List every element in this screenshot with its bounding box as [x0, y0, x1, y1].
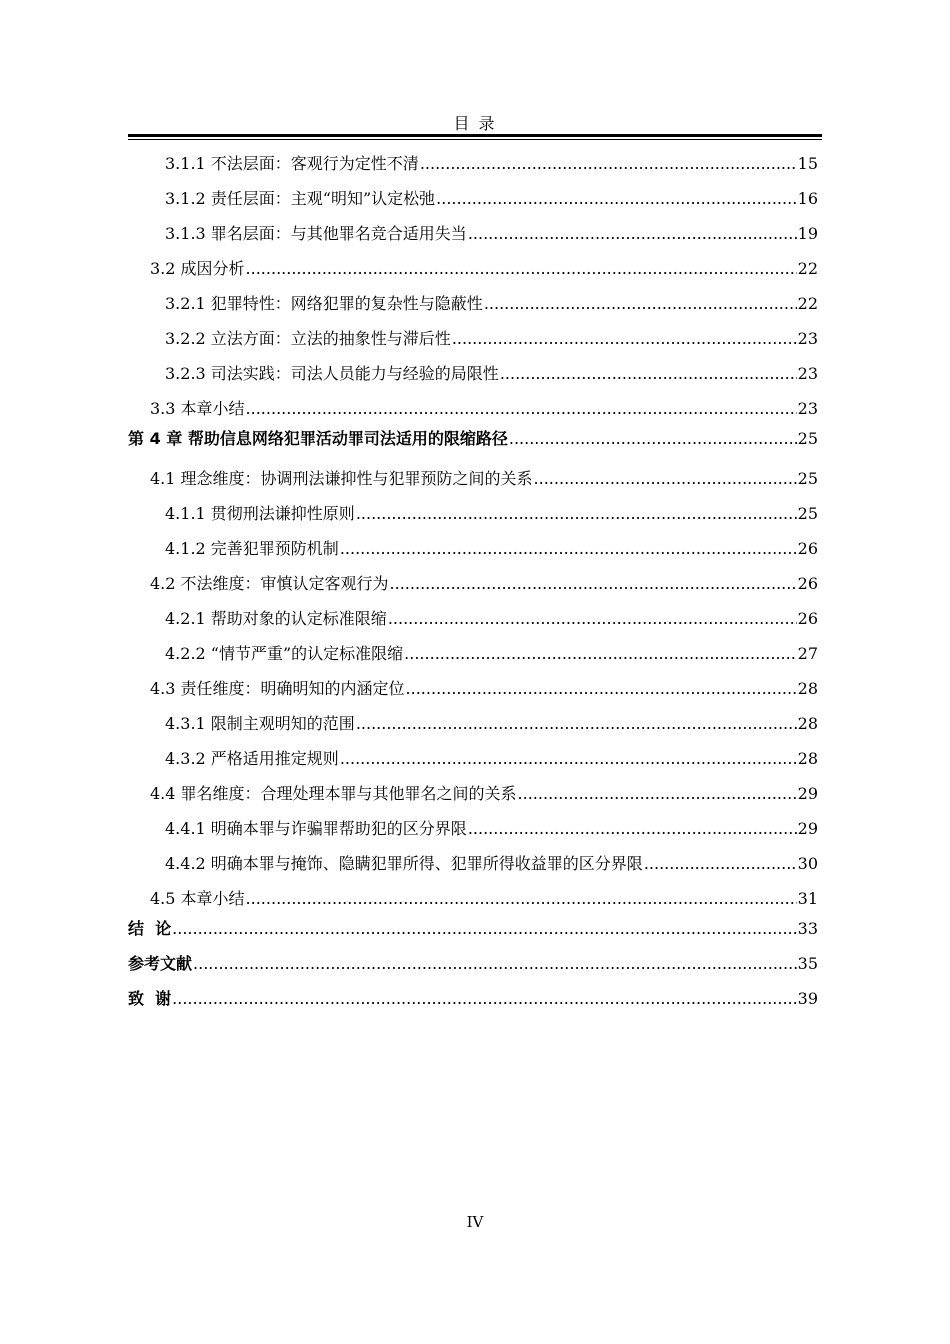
toc-entry-title: 4.5 本章小结 [150, 889, 245, 908]
toc-entry[interactable] [165, 642, 818, 666]
page-header-title: 目 录 [453, 114, 497, 133]
toc-entry[interactable] [128, 427, 818, 451]
toc-entry-title: 4.4.1 明确本罪与诈骗罪帮助犯的区分界限 [165, 819, 467, 838]
toc-dot-leader [172, 987, 796, 1011]
toc-entry[interactable] [165, 502, 818, 526]
toc-entry[interactable] [165, 222, 818, 246]
page-number: IV [466, 1213, 484, 1231]
toc-dot-leader [452, 327, 797, 351]
toc-dot-leader [406, 677, 797, 701]
toc-entry-title: 参考文献 [128, 954, 193, 973]
toc-dot-leader [356, 502, 797, 526]
toc-entry-title: 4.4 罪名维度：合理处理本罪与其他罪名之间的关系 [150, 784, 517, 803]
toc-entry[interactable] [165, 747, 818, 771]
toc-entry-page: 23 [797, 399, 818, 418]
toc-entry-page: 23 [797, 364, 818, 383]
toc-entry[interactable] [165, 327, 818, 351]
toc-entry-title: 4.2.2 “情节严重”的认定标准限缩 [165, 644, 404, 663]
toc-entry-title: 4.1.1 贯彻刑法谦抑性原则 [165, 504, 355, 523]
toc-dot-leader [484, 292, 797, 316]
toc-dot-leader [404, 642, 796, 666]
toc-entry-title: 第 4 章 帮助信息网络犯罪活动罪司法适用的限缩路径 [128, 429, 508, 448]
toc-dot-leader [390, 572, 797, 596]
toc-entry[interactable] [150, 887, 818, 911]
toc-entry-title: 3.3 本章小结 [150, 399, 245, 418]
toc-entry[interactable] [165, 537, 818, 561]
toc-entry-page: 16 [797, 189, 818, 208]
toc-entry[interactable] [165, 817, 818, 841]
toc-dot-leader [246, 257, 797, 281]
toc-dot-leader [468, 222, 797, 246]
toc-dot-leader [340, 537, 797, 561]
toc-dot-leader [193, 952, 797, 976]
toc-entry[interactable] [128, 952, 818, 976]
toc-entry[interactable] [165, 362, 818, 386]
toc-entry-title: 3.2 成因分析 [150, 259, 245, 278]
toc-entry-title: 3.1.1 不法层面：客观行为定性不清 [165, 154, 419, 173]
toc-entry-title: 4.2.1 帮助对象的认定标准限缩 [165, 609, 387, 628]
toc-entry-page: 28 [797, 679, 818, 698]
toc-entry-page: 27 [797, 644, 818, 663]
toc-entry[interactable] [165, 187, 818, 211]
toc-dot-leader [518, 782, 797, 806]
toc-entry[interactable] [150, 467, 818, 491]
toc-entry-page: 30 [797, 854, 818, 873]
toc-dot-leader [356, 712, 797, 736]
toc-entry-page: 25 [797, 504, 818, 523]
toc-entry-title: 3.1.3 罪名层面：与其他罪名竞合适用失当 [165, 224, 467, 243]
toc-dot-leader [500, 362, 797, 386]
toc-entry-page: 28 [797, 714, 818, 733]
toc-entry[interactable] [150, 572, 818, 596]
toc-entry-page: 31 [797, 889, 818, 908]
toc-entry[interactable] [150, 397, 818, 421]
toc-entry-page: 26 [797, 539, 818, 558]
toc-dot-leader [509, 427, 797, 451]
toc-entry[interactable] [165, 292, 818, 316]
toc-entry[interactable] [165, 152, 818, 176]
toc-entry-page: 26 [797, 609, 818, 628]
toc-entry[interactable] [165, 852, 818, 876]
toc-entry-title: 4.3.1 限制主观明知的范围 [165, 714, 355, 733]
toc-entry[interactable] [150, 782, 818, 806]
toc-entry[interactable] [150, 257, 818, 281]
toc-entry-title: 3.2.2 立法方面：立法的抽象性与滞后性 [165, 329, 451, 348]
toc-dot-leader [534, 467, 797, 491]
toc-dot-leader [436, 187, 796, 211]
toc-entry-page: 33 [797, 919, 818, 938]
toc-entry-title: 4.3 责任维度：明确明知的内涵定位 [150, 679, 405, 698]
toc-entry-page: 29 [797, 819, 818, 838]
toc-entry-title: 4.4.2 明确本罪与掩饰、隐瞒犯罪所得、犯罪所得收益罪的区分界限 [165, 854, 643, 873]
toc-entry-page: 29 [797, 784, 818, 803]
toc-dot-leader [172, 917, 796, 941]
toc-entry-page: 22 [797, 259, 818, 278]
toc-entry-title: 3.2.3 司法实践：司法人员能力与经验的局限性 [165, 364, 499, 383]
toc-dot-leader [420, 152, 797, 176]
toc-dot-leader [388, 607, 797, 631]
toc-entry-title: 4.1 理念维度：协调刑法谦抑性与犯罪预防之间的关系 [150, 469, 533, 488]
toc-entry[interactable] [150, 677, 818, 701]
toc-entry-title: 4.3.2 严格适用推定规则 [165, 749, 339, 768]
toc-entry[interactable] [165, 712, 818, 736]
toc-entry-page: 15 [797, 154, 818, 173]
toc-entry-page: 19 [797, 224, 818, 243]
toc-entry-title: 结 论 [128, 919, 172, 938]
toc-entry-page: 22 [797, 294, 818, 313]
toc-dot-leader [246, 887, 797, 911]
toc-entry[interactable] [165, 607, 818, 631]
toc-entry-title: 3.2.1 犯罪特性：网络犯罪的复杂性与隐蔽性 [165, 294, 483, 313]
toc-entry-page: 35 [797, 954, 818, 973]
toc-entry-title: 3.1.2 责任层面：主观“明知”认定松弛 [165, 189, 436, 208]
toc-entry[interactable] [128, 917, 818, 941]
toc-entry-page: 25 [797, 469, 818, 488]
toc-dot-leader [340, 747, 797, 771]
toc-dot-leader [468, 817, 797, 841]
toc-entry-page: 26 [797, 574, 818, 593]
toc-entry-title: 4.1.2 完善犯罪预防机制 [165, 539, 339, 558]
toc-entry-page: 23 [797, 329, 818, 348]
toc-entry-title: 致 谢 [128, 989, 172, 1008]
toc-entry-title: 4.2 不法维度：审慎认定客观行为 [150, 574, 389, 593]
toc-dot-leader [644, 852, 797, 876]
toc-entry-page: 25 [797, 429, 818, 448]
toc-dot-leader [246, 397, 797, 421]
toc-entry-page: 28 [797, 749, 818, 768]
toc-entry[interactable] [128, 987, 818, 1011]
toc-entry-page: 39 [797, 989, 818, 1008]
